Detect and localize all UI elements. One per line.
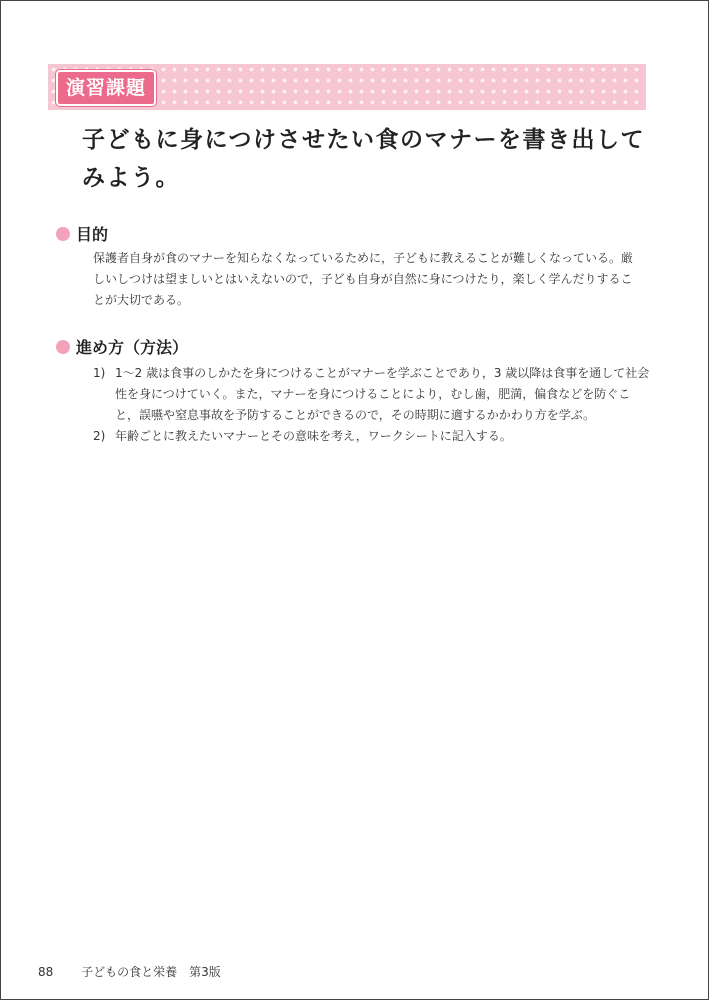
section-heading-label: 目的 (76, 225, 109, 244)
bullet-dot-icon (56, 340, 70, 354)
list-item-text: 年齢ごとに教えたいマナーとその意味を考え，ワークシートに記入する。 (115, 429, 512, 443)
section-purpose-heading (56, 222, 108, 245)
section-method-heading (56, 335, 188, 358)
list-item-text: 1〜2 歳は食事のしかたを身につけることがマナーを学ぶことであり，3 歳以降は食事を通して社会性を身につけていく。また，マナーを身につけることにより，むし歯，肥満，偏食などを防ぐこと，誤嚥や窒息事故を予防することができるので，その時期に適するかかわり方を学ぶ。 (115, 366, 650, 422)
list-item-number: 2) (93, 429, 106, 443)
section-heading-label: 進め方（方法） (76, 338, 189, 357)
page-footer (38, 963, 221, 980)
page-title: 子どもに身につけさせたい食のマナーを書き出してみよう。 (82, 127, 646, 191)
bullet-dot-icon (56, 227, 70, 241)
book-title: 子どもの食と栄養 第3版 (81, 965, 221, 979)
list-item (93, 363, 653, 426)
method-list (93, 363, 653, 447)
list-item-number: 1) (93, 366, 106, 380)
exercise-badge: 演習課題 (56, 70, 156, 106)
exercise-banner (48, 64, 646, 110)
purpose-text: 保護者自身が食のマナーを知らなくなっているために，子どもに教えることが難しくなっている。厳しいしつけは望ましいとはいえないので，子ども自身が自然に身につけたり，楽しく学んだりすることが大切である。 (93, 251, 634, 307)
page-number: 88 (38, 965, 54, 979)
list-item (93, 426, 653, 447)
